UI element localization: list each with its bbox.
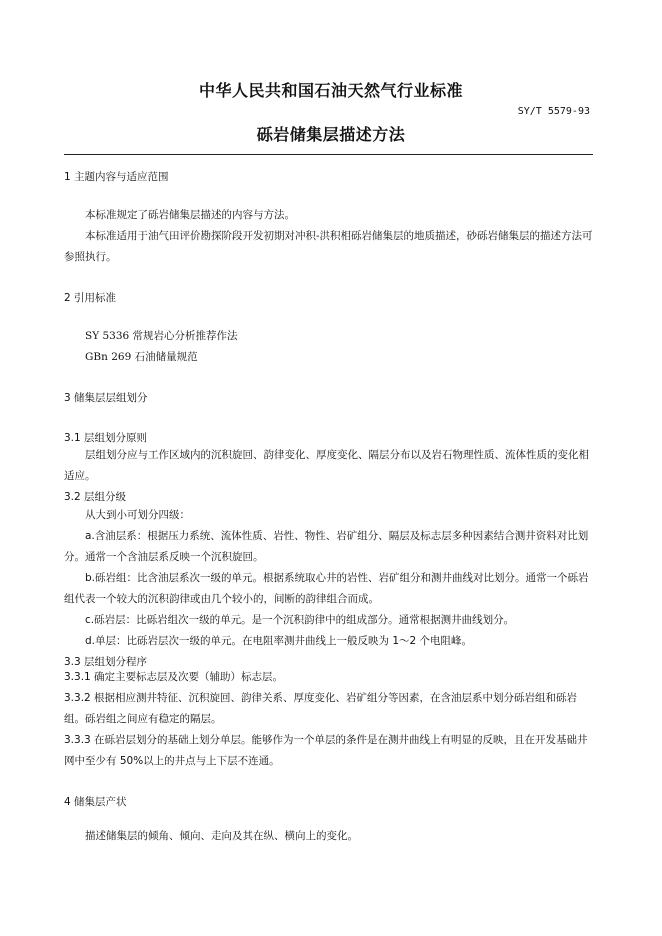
section-1-para-2: 本标准适用于油气田评价勘探阶段开发初期对冲积-洪积相砾岩储集层的地质描述，砂砾岩储集层的描述方法可参照执行。 — [64, 230, 593, 263]
section-3-2-heading: 3.2 层组分级 — [64, 491, 127, 503]
reference-1: SY 5336 常规岩心分析推荐作法 — [85, 330, 238, 342]
section-3-1-text: 层组划分应与工作区域内的沉积旋回、韵律变化、厚度变化、隔层分布以及岩石物理性质、流体性质的变化相适应。 — [64, 449, 589, 482]
section-3-2-item-d: d.单层：比砾岩层次一级的单元。在电阻率测井曲线上一般反映为 1～2 个电阻峰。 — [85, 635, 473, 647]
document-title: 砾岩储集层描述方法 — [256, 125, 406, 144]
section-3-2-item-b: b.砾岩组：比含油层系次一级的单元。根据系统取心井的岩性、岩矿组分和测井曲线对比划分。通常一个砾岩组代表一个较大的沉积韵律或由几个较小的，间断的韵律组合而成。 — [64, 572, 589, 605]
section-3-3-1: 3.3.1 确定主要标志层及次要（辅助）标志层。 — [64, 671, 284, 683]
section-3-3-heading: 3.3 层组划分程序 — [64, 656, 148, 668]
section-4-heading: 4 储集层产状 — [64, 796, 127, 808]
section-3-3-2: 3.3.2 根据相应测井特征、沉积旋回、韵律关系、厚度变化、岩矿组分等因素，在含油层系中划分砾岩组和砾岩组。砾岩组之间应有稳定的隔层。 — [64, 692, 578, 725]
section-3-2-intro: 从大到小可划分四级： — [85, 509, 190, 521]
section-3-2-item-c: c.砾岩层：比砾岩组次一级的单元。是一个沉积韵律中的组成部分。通常根据测井曲线划分。 — [85, 614, 515, 626]
reference-2: GBn 269 石油储量规范 — [85, 351, 198, 363]
section-1-heading: 1 主题内容与适应范围 — [64, 171, 169, 183]
section-4-para-1: 描述储集层的倾角、倾向、走向及其在纵、横向上的变化。 — [85, 830, 358, 842]
section-2-heading: 2 引用标准 — [64, 292, 117, 304]
section-1-para-1: 本标准规定了砾岩储集层描述的内容与方法。 — [85, 209, 295, 221]
section-3-1-heading: 3.1 层组划分原则 — [64, 432, 148, 444]
standard-code: SY/T 5579-93 — [517, 106, 590, 117]
org-title: 中华人民共和国石油天然气行业标准 — [198, 81, 463, 100]
section-3-2-item-a: a.含油层系：根据压力系统、流体性质、岩性、物性、岩矿组分、隔层及标志层多种因素结合测井资料对比划分。通常一个含油层系反映一个沉积旋回。 — [64, 530, 589, 563]
section-3-heading: 3 储集层层组划分 — [64, 392, 148, 404]
title-divider — [64, 154, 593, 155]
section-3-3-3: 3.3.3 在砾岩层划分的基础上划分单层。能够作为一个单层的条件是在测井曲线上有明显的反映，且在开发基础井网中至少有 50%以上的井点与上下层不连通。 — [64, 734, 588, 767]
